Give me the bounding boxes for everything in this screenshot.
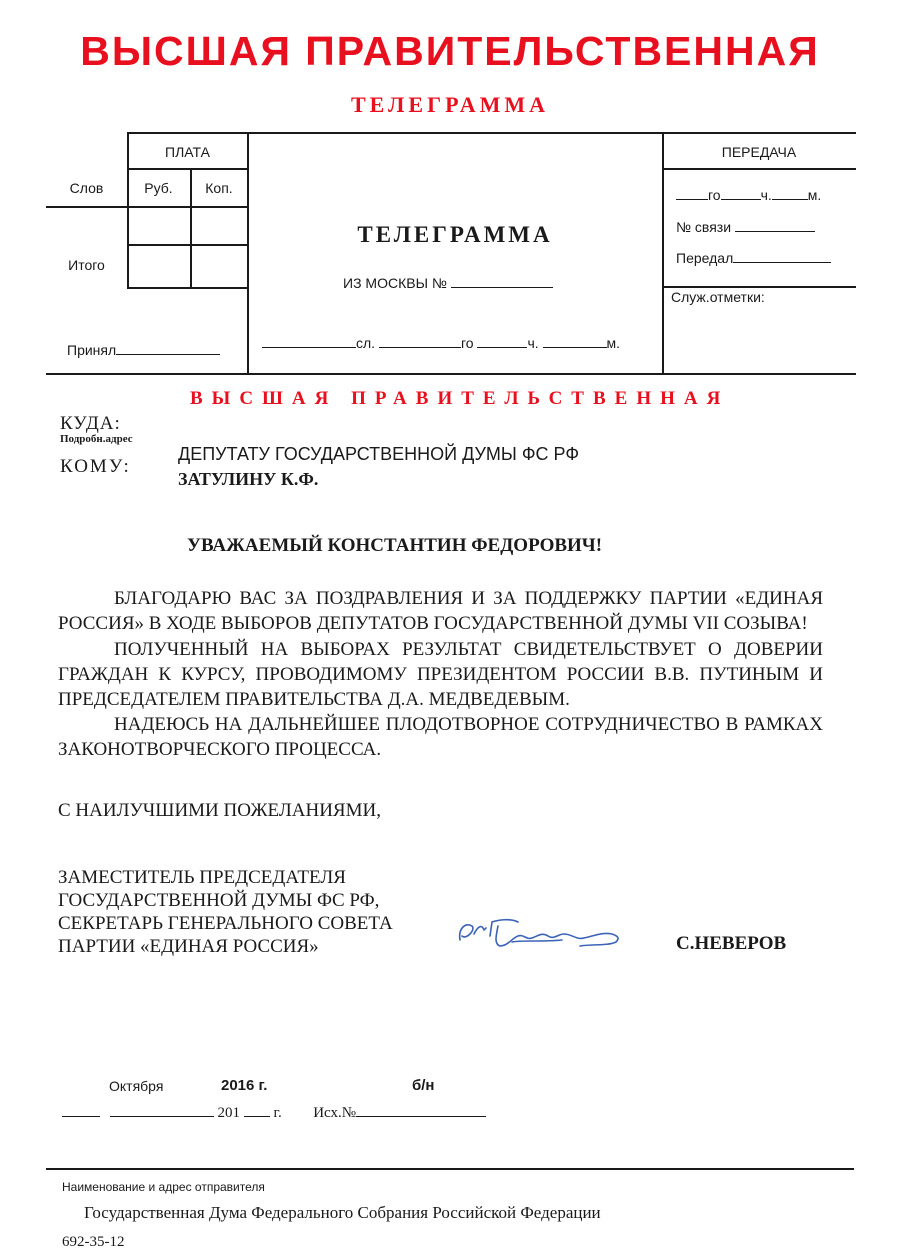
hour-abbr: ч.	[527, 335, 539, 351]
signer-name: С.НЕВЕРОВ	[676, 933, 787, 954]
outgoing-number: б/н	[412, 1077, 435, 1094]
received-blank	[116, 339, 220, 355]
signer-title-line: ЗАМЕСТИТЕЛЬ ПРЕДСЕДАТЕЛЯ	[58, 867, 346, 888]
year-blank	[244, 1101, 270, 1117]
year-suffix: г.	[273, 1105, 282, 1121]
where-hint: Подробн.адрес	[60, 433, 133, 445]
date-year: 2016 г.	[221, 1077, 268, 1094]
day-blank	[379, 332, 461, 348]
month-blank	[110, 1101, 214, 1117]
transfer-hour-abbr: ч.	[760, 187, 772, 203]
sent-by-field	[676, 247, 831, 266]
from-field	[343, 272, 553, 291]
footer-rule	[46, 1168, 854, 1170]
handwritten-signature	[452, 910, 632, 960]
minute-blank	[543, 332, 607, 348]
sent-by-label: Передал	[676, 250, 734, 266]
link-number-field	[676, 216, 815, 235]
payment-row-1	[127, 168, 248, 170]
document-header-subtitle: ТЕЛЕГРАММА	[350, 92, 550, 117]
sender-label: Наименование и адрес отправителя	[62, 1180, 265, 1194]
day-abbr: го	[460, 335, 474, 351]
words-abbr: сл.	[356, 335, 376, 351]
words-blank	[262, 332, 356, 348]
transfer-hour-blank	[721, 184, 761, 200]
phone-number: 692-35-12	[62, 1234, 125, 1250]
form-top-border	[127, 132, 856, 134]
received-field	[67, 339, 220, 358]
payment-label: ПЛАТА	[165, 144, 210, 160]
transfer-row-2	[662, 286, 856, 288]
paragraph-2: ПОЛУЧЕННЫЙ НА ВЫБОРАХ РЕЗУЛЬТАТ СВИДЕТЕЛЬСТВУЕТ О ДОВЕРИИ ГРАЖДАН К КУРСУ, ПРОВОДИМОМУ ПРЕЗИДЕНТОМ РОССИИ В.В. ПУТИНЫМ И ПРЕДСЕДАТЕЛЕМ ПРАВИТЕЛЬСТВА Д.А. МЕДВЕДЕВЫМ.	[58, 639, 823, 710]
center-time-line	[262, 332, 620, 351]
paragraph-3: НАДЕЮСЬ НА ДАЛЬНЕЙШЕЕ ПЛОДОТВОРНОЕ СОТРУДНИЧЕСТВО В РАМКАХ ЗАКОНОТВОРЧЕСКОГО ПРОЦЕССА.	[58, 714, 823, 760]
from-number-blank	[451, 272, 553, 288]
from-label: ИЗ МОСКВЫ №	[343, 275, 447, 291]
link-number-label: № связи	[676, 219, 732, 235]
payment-row-4	[127, 287, 248, 289]
document-header-title: ВЫСШАЯ ПРАВИТЕЛЬСТВЕННАЯ	[80, 28, 820, 74]
year-prefix: 201	[217, 1105, 240, 1121]
center-telegram-title: ТЕЛЕГРАММА	[357, 222, 553, 247]
transfer-day-blank	[676, 184, 708, 200]
transfer-minute-blank	[772, 184, 808, 200]
signer-title-line: ПАРТИИ «ЕДИНАЯ РОССИЯ»	[58, 936, 319, 957]
sent-by-blank	[733, 247, 831, 263]
signer-title	[58, 866, 438, 958]
kop-label: Коп.	[205, 180, 233, 196]
form-bottom-border	[46, 373, 856, 375]
where-label: КУДА:	[60, 413, 121, 434]
outgoing-number-blank	[356, 1101, 486, 1117]
transfer-time-line	[676, 184, 821, 203]
payment-row-3	[127, 244, 248, 246]
closing: С НАИЛУЧШИМИ ПОЖЕЛАНИЯМИ,	[58, 800, 381, 821]
rub-label: Руб.	[144, 180, 173, 196]
outgoing-label: Исх.№	[313, 1105, 357, 1121]
transfer-label: ПЕРЕДАЧА	[721, 144, 797, 160]
transfer-minute-abbr: м.	[807, 187, 822, 203]
priority-banner: ВЫСШАЯ ПРАВИТЕЛЬСТВЕННАЯ	[190, 388, 730, 409]
signer-title-line: ГОСУДАРСТВЕННОЙ ДУМЫ ФС РФ,	[58, 890, 380, 911]
greeting: УВАЖАЕМЫЙ КОНСТАНТИН ФЕДОРОВИЧ!	[187, 535, 603, 556]
day-blank	[62, 1101, 100, 1117]
minute-abbr: м.	[606, 335, 621, 351]
hour-blank	[477, 332, 527, 348]
date-month: Октября	[109, 1078, 164, 1094]
words-label: Слов	[69, 180, 104, 196]
signer-title-line: СЕКРЕТАРЬ ГЕНЕРАЛЬНОГО СОВЕТА	[58, 913, 393, 934]
transfer-row-1	[662, 168, 856, 170]
recipient-line-1: ДЕПУТАТУ ГОСУДАРСТВЕННОЙ ДУМЫ ФС РФ	[178, 444, 580, 464]
sender-name: Государственная Дума Федерального Собрания Российской Федерации	[84, 1203, 601, 1222]
link-number-blank	[735, 216, 815, 232]
paragraph-1: БЛАГОДАРЮ ВАС ЗА ПОЗДРАВЛЕНИЯ И ЗА ПОДДЕРЖКУ ПАРТИИ «ЕДИНАЯ РОССИЯ» В ХОДЕ ВЫБОРОВ ДЕПУТАТОВ ГОСУДАРСТВЕННОЙ ДУМЫ VII СОЗЫВА!	[58, 588, 823, 634]
transfer-day-abbr: го	[708, 187, 721, 203]
total-label: Итого	[68, 257, 105, 273]
received-label: Принял	[67, 342, 117, 358]
date-template-line	[62, 1101, 486, 1122]
recipient-line-2: ЗАТУЛИНУ К.Ф.	[178, 469, 319, 489]
payment-row-2	[46, 206, 248, 208]
to-label: КОМУ:	[60, 456, 131, 477]
service-marks-label: Служ.отметки:	[671, 289, 765, 305]
